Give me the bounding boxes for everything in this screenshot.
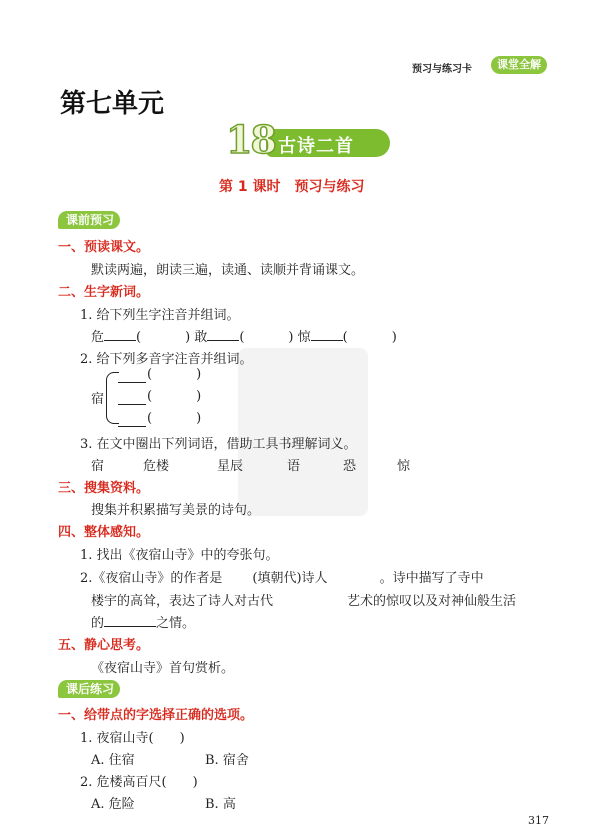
q1-blank-3[interactable]	[311, 328, 343, 341]
lesson-banner	[218, 117, 390, 162]
header-badge: 课堂全解	[491, 56, 547, 74]
q1-row	[91, 326, 397, 345]
q1-blank-1[interactable]	[104, 328, 136, 341]
header-section-label: 预习与练习卡	[412, 64, 472, 75]
section-1-text: 默读两遍，朗读三遍，读通、读顺并背诵课文。	[91, 263, 365, 278]
q3-word-4[interactable]: 语	[287, 459, 301, 474]
polyphone-paren-2: ( )	[147, 389, 202, 404]
polyphone-char: 宿	[91, 392, 105, 407]
section-4-q2-line2: 楼宇的高耸，表达了诗人对古代 艺术的惊叹以及对神仙般生活	[91, 594, 517, 609]
blank-line[interactable]	[118, 404, 146, 405]
section-4-title: 四、整体感知。	[58, 525, 150, 540]
page-number: 317	[528, 814, 549, 827]
q3-word-6[interactable]: 惊	[397, 459, 411, 474]
section-2-title: 二、生字新词。	[58, 285, 150, 300]
practice-q2-option-b[interactable]: B. 高	[205, 797, 236, 812]
paren: (	[136, 330, 142, 345]
paren: )	[185, 330, 191, 345]
q1-blank-2[interactable]	[207, 328, 239, 341]
section-3-title: 三、搜集资料。	[58, 481, 150, 496]
practice-q2-option-a[interactable]: A. 危险	[91, 797, 135, 812]
practice-q1[interactable]: 1. 夜宿山寺( )	[80, 731, 185, 746]
q3-word-1[interactable]: 宿	[91, 459, 105, 474]
lesson-number: 18	[226, 117, 275, 162]
paren: )	[288, 330, 294, 345]
practice-1-title: 一、给带点的字选择正确的选项。	[58, 708, 254, 723]
unit-title: 第七单元	[60, 89, 165, 119]
watermark	[238, 348, 368, 516]
section-2-q2: 2. 给下列多音字注音并组词。	[80, 352, 253, 367]
section-4-q2-line1: 2.《夜宿山寺》的作者是 (填朝代)诗人 。诗中描写了寺中	[80, 571, 484, 586]
polyphone-paren-1: ( )	[147, 367, 202, 382]
polyphone-paren-3: ( )	[147, 411, 202, 426]
q3-word-3[interactable]: 星辰	[217, 459, 244, 474]
section-1-title: 一、预读课文。	[58, 240, 150, 255]
paren: )	[391, 330, 397, 345]
section-4-q2-line3: 的 之情。	[91, 616, 196, 631]
paren: (	[239, 330, 245, 345]
section-3-text: 搜集并积累描写美景的诗句。	[91, 503, 261, 518]
tag-practice: 课后练习	[58, 680, 120, 698]
q1-char-2: 敢	[194, 330, 208, 345]
q3-word-2[interactable]: 危楼	[143, 459, 170, 474]
q1-char-3: 惊	[297, 330, 311, 345]
q1-char-1: 危	[91, 330, 105, 345]
lesson-title: 第 1 课时 预习与练习	[219, 179, 365, 195]
blank-line[interactable]	[118, 426, 146, 427]
section-5-title: 五、静心思考。	[58, 638, 150, 653]
paren: (	[342, 330, 348, 345]
section-5-text: 《夜宿山寺》首句赏析。	[91, 661, 235, 676]
blank-line[interactable]	[118, 382, 146, 383]
practice-q1-option-b[interactable]: B. 宿舍	[205, 753, 249, 768]
feeling-blank[interactable]	[104, 614, 156, 627]
section-2-q3: 3. 在文中圈出下列词语，借助工具书理解词义。	[80, 437, 357, 452]
practice-q2[interactable]: 2. 危楼高百尺( )	[80, 775, 198, 790]
practice-q1-option-a[interactable]: A. 住宿	[91, 753, 135, 768]
brace	[106, 372, 119, 424]
q3-word-5[interactable]: 恐	[343, 459, 357, 474]
tag-preview: 课前预习	[58, 211, 120, 229]
lesson-name: 古诗二首	[278, 136, 354, 157]
section-4-q1: 1. 找出《夜宿山寺》中的夸张句。	[80, 548, 279, 563]
section-2-q1: 1. 给下列生字注音并组词。	[80, 308, 240, 323]
